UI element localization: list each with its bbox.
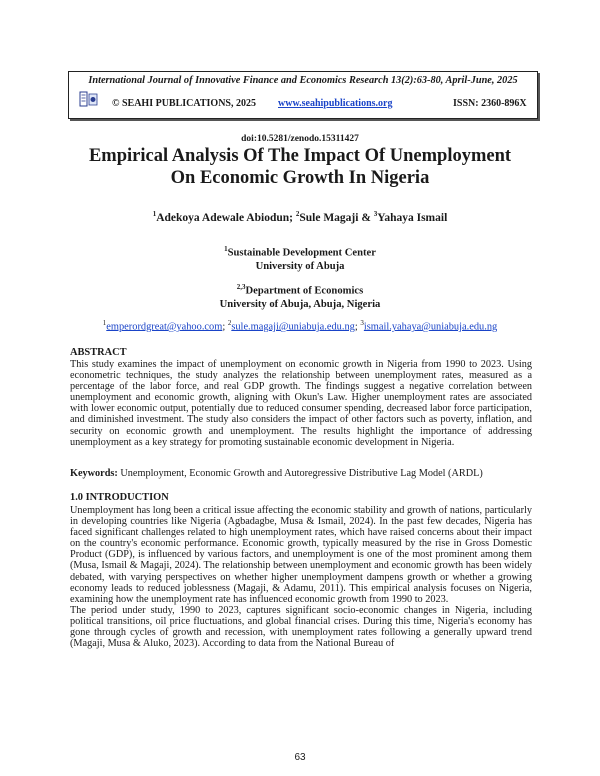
paper-title	[40, 145, 560, 189]
publication-row	[69, 96, 537, 112]
affiliation-1-dept: Sustainable Development Center	[227, 247, 376, 259]
keywords-list: Unemployment, Economic Growth and Autoregressive Distributive Lag Model (ARDL)	[120, 468, 483, 479]
email-3-sup: 3	[360, 319, 364, 327]
affiliation-2-sup: 2,3	[236, 283, 246, 291]
author-1: Adekoya Adewale Abiodun;	[156, 211, 293, 224]
title-line-2: On Economic Growth In Nigeria	[170, 168, 430, 188]
author-emails	[0, 319, 600, 332]
abstract-body	[70, 359, 532, 448]
author-2-sup: 2	[295, 210, 300, 218]
email-separator-1: ;	[222, 321, 226, 333]
introduction-paragraph-1: Unemployment has long been a critical issue affecting the economic stability and growth of nations, particularly in developing countries like Nigeria (Agbadagbe, Musa & Ismail, 2024). In the past few decades, Nigeria has faced significant challenges related to high unemployment rates, which have raised concerns about their impact on the country's economic performance. Economic growth, typically measured by the rise in Gross Domestic Product (GDP), is influenced by various factors, and unemployment is one of the most prominent among them (Musa, Ismail & Magaji, 2024). The relationship between unemployment and economic growth has been widely debated, with varying perspectives on whether higher unemployment dampens growth or whether a growing economy leads to reduced joblessness (Magaji, & Adamu, 2011). This empirical analysis focuses on Nigeria, examining how the unemployment rate has influenced economic growth from 1990 to 2023.	[70, 505, 532, 605]
email-separator-2: ;	[354, 321, 358, 333]
doi: doi:10.5281/zenodo.15311427	[241, 134, 359, 144]
affiliation-2-dept: Department of Economics	[245, 285, 364, 297]
issn-number: ISSN: 2360-896X	[453, 98, 527, 109]
author-list	[0, 210, 600, 224]
email-3-link[interactable]: ismail.yahaya@uniabuja.edu.ng	[363, 321, 498, 333]
author-2: Sule Magaji &	[299, 211, 371, 224]
email-2-link[interactable]: sule.magaji@uniabuja.edu.ng	[231, 321, 355, 333]
abstract-heading: ABSTRACT	[70, 347, 127, 358]
affiliation-2	[0, 281, 600, 311]
author-3: Yahaya Ismail	[377, 211, 448, 224]
introduction-heading: 1.0 INTRODUCTION	[70, 492, 169, 503]
title-line-1: Empirical Analysis Of The Impact Of Unemployment	[88, 146, 512, 166]
abstract-paragraph: This study examines the impact of unemployment on economic growth in Nigeria from 1990 to 2023. Using econometric techniques, the study analyzes the relationship between unemployment rates, measured as a percentage of the labor force, and real GDP growth. The findings suggest a negative correlation between unemployment and economic growth, aligning with Okun's Law. Higher unemployment rates are associated with lower economic output, potentially due to reduced consumer spending, decreased labor force participation, and diminished investment. The study also considers the impact of other factors such as poverty, inflation, and security on economic growth and unemployment. The results highlight the importance of addressing unemployment as a key strategy for promoting sustainable economic development in Nigeria.	[70, 359, 532, 448]
page-number: 63	[294, 752, 306, 763]
publisher-copyright: © SEAHI PUBLICATIONS, 2025	[112, 98, 256, 109]
affiliation-1	[0, 243, 600, 273]
publisher-website-link[interactable]: www.seahipublications.org	[278, 98, 393, 109]
email-1-sup: 1	[102, 319, 107, 327]
introduction-paragraph-2: The period under study, 1990 to 2023, captures significant socio-economic changes in Nigeria, including political transitions, oil price fluctuations, and global financial crises. During this time, Nigeria's economy has gone through cycles of growth and recession, with unemployment rates following a generally upward trend (Magaji, Musa & Aluko, 2023). According to data from the National Bureau of	[70, 604, 532, 650]
introduction-body	[70, 505, 532, 649]
keywords-label: Keywords:	[70, 468, 118, 479]
author-1-sup: 1	[152, 210, 157, 218]
publisher-logo-icon	[79, 90, 99, 110]
email-2-sup: 2	[227, 319, 232, 327]
affiliation-1-univ: University of Abuja	[255, 260, 345, 272]
affiliation-2-univ: University of Abuja, Abuja, Nigeria	[219, 298, 381, 310]
affiliation-1-sup: 1	[224, 245, 228, 253]
email-1-link[interactable]: emperordgreat@yahoo.com	[106, 321, 223, 333]
author-3-sup: 3	[373, 210, 378, 218]
keywords-line	[70, 468, 532, 479]
journal-citation: International Journal of Innovative Finance and Economics Research 13(2):63-80, April-June, 2025	[88, 75, 518, 86]
journal-header-box	[68, 71, 538, 119]
